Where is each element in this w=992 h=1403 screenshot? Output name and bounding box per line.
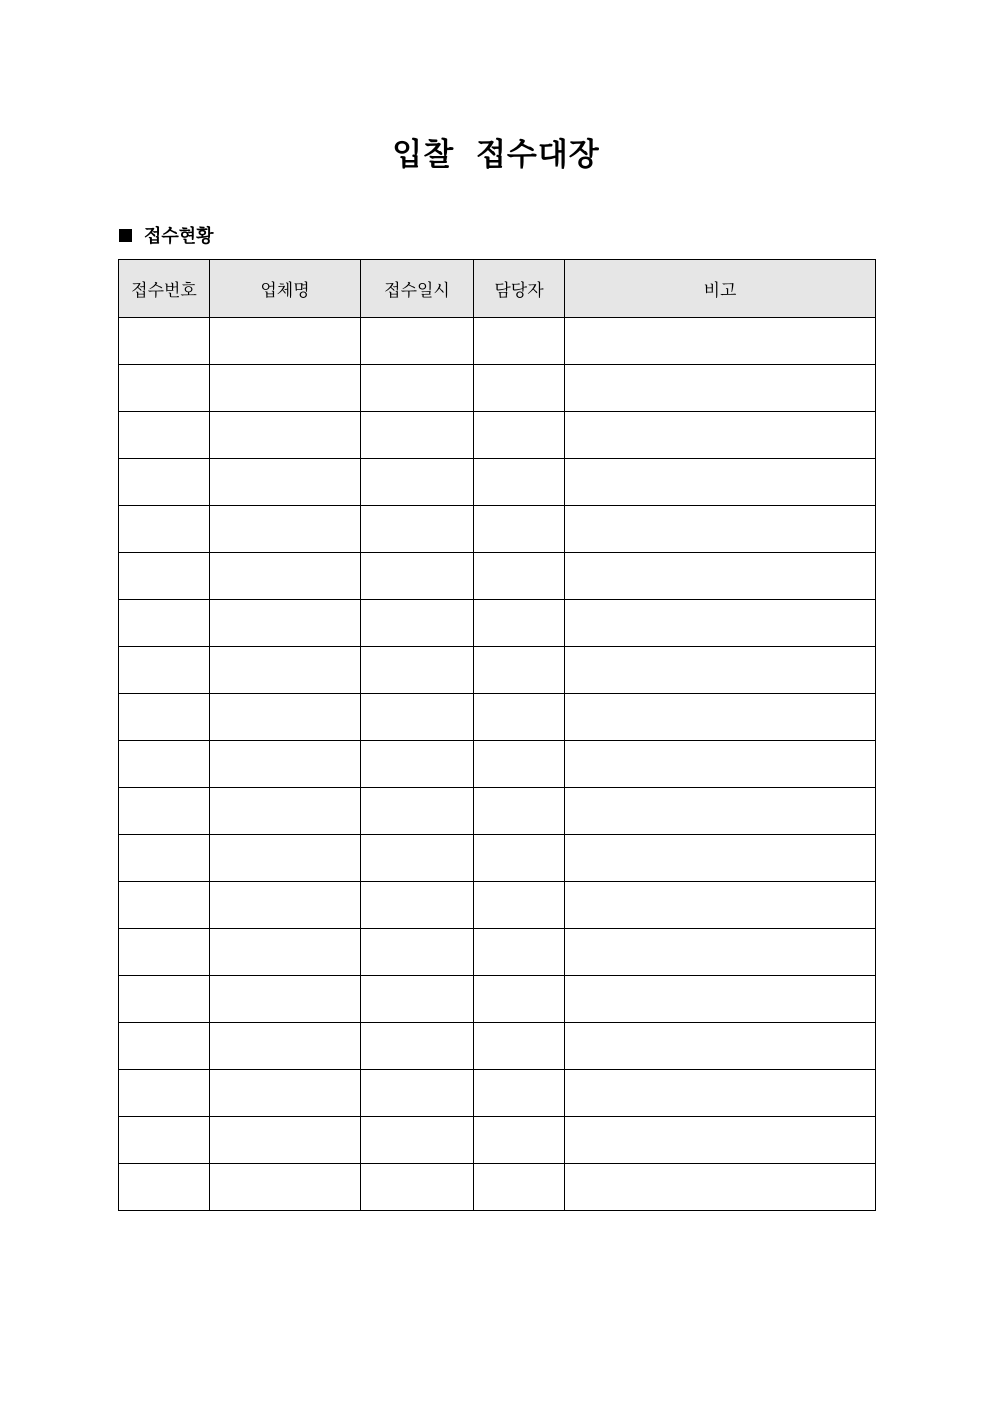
cell-receipt-number[interactable] (119, 365, 210, 412)
table-body (119, 318, 876, 1211)
cell-person-in-charge[interactable] (474, 1023, 565, 1070)
cell-receipt-datetime[interactable] (361, 365, 474, 412)
cell-receipt-number[interactable] (119, 506, 210, 553)
cell-person-in-charge[interactable] (474, 882, 565, 929)
cell-remarks[interactable] (565, 647, 876, 694)
cell-receipt-number[interactable] (119, 459, 210, 506)
cell-remarks[interactable] (565, 1070, 876, 1117)
page-title: 입찰 접수대장 (392, 137, 600, 173)
table-row (119, 1023, 876, 1070)
cell-person-in-charge[interactable] (474, 788, 565, 835)
cell-remarks[interactable] (565, 553, 876, 600)
cell-person-in-charge[interactable] (474, 1117, 565, 1164)
cell-company-name[interactable] (210, 365, 361, 412)
table-row (119, 365, 876, 412)
cell-person-in-charge[interactable] (474, 553, 565, 600)
cell-company-name[interactable] (210, 1117, 361, 1164)
cell-receipt-number[interactable] (119, 412, 210, 459)
cell-receipt-number[interactable] (119, 741, 210, 788)
cell-remarks[interactable] (565, 1164, 876, 1211)
cell-person-in-charge[interactable] (474, 976, 565, 1023)
cell-receipt-number[interactable] (119, 1070, 210, 1117)
cell-receipt-number[interactable] (119, 835, 210, 882)
cell-receipt-datetime[interactable] (361, 600, 474, 647)
cell-remarks[interactable] (565, 412, 876, 459)
table-row (119, 741, 876, 788)
table-row (119, 412, 876, 459)
cell-receipt-datetime[interactable] (361, 929, 474, 976)
cell-receipt-datetime[interactable] (361, 412, 474, 459)
cell-receipt-datetime[interactable] (361, 1117, 474, 1164)
cell-remarks[interactable] (565, 365, 876, 412)
cell-remarks[interactable] (565, 459, 876, 506)
cell-company-name[interactable] (210, 929, 361, 976)
column-header-company-name: 업체명 (210, 260, 361, 318)
cell-person-in-charge[interactable] (474, 647, 565, 694)
column-header-receipt-number: 접수번호 (119, 260, 210, 318)
cell-receipt-number[interactable] (119, 976, 210, 1023)
table-row (119, 788, 876, 835)
cell-receipt-number[interactable] (119, 788, 210, 835)
cell-person-in-charge[interactable] (474, 412, 565, 459)
cell-remarks[interactable] (565, 1117, 876, 1164)
square-bullet-icon (119, 229, 132, 242)
table-row (119, 929, 876, 976)
cell-receipt-number[interactable] (119, 929, 210, 976)
cell-receipt-datetime[interactable] (361, 506, 474, 553)
cell-person-in-charge[interactable] (474, 929, 565, 976)
cell-receipt-datetime[interactable] (361, 459, 474, 506)
cell-company-name[interactable] (210, 412, 361, 459)
section-heading (119, 221, 214, 249)
cell-remarks[interactable] (565, 600, 876, 647)
cell-company-name[interactable] (210, 553, 361, 600)
cell-receipt-number[interactable] (119, 882, 210, 929)
cell-remarks[interactable] (565, 835, 876, 882)
table-row (119, 318, 876, 365)
cell-company-name[interactable] (210, 506, 361, 553)
cell-company-name[interactable] (210, 647, 361, 694)
table-row (119, 1164, 876, 1211)
cell-receipt-number[interactable] (119, 1117, 210, 1164)
table-row (119, 882, 876, 929)
cell-receipt-datetime[interactable] (361, 788, 474, 835)
cell-company-name[interactable] (210, 694, 361, 741)
cell-remarks[interactable] (565, 506, 876, 553)
cell-remarks[interactable] (565, 882, 876, 929)
cell-person-in-charge[interactable] (474, 365, 565, 412)
table-row (119, 835, 876, 882)
cell-person-in-charge[interactable] (474, 1070, 565, 1117)
table-row (119, 647, 876, 694)
cell-receipt-datetime[interactable] (361, 741, 474, 788)
cell-remarks[interactable] (565, 929, 876, 976)
cell-person-in-charge[interactable] (474, 318, 565, 365)
cell-remarks[interactable] (565, 788, 876, 835)
cell-person-in-charge[interactable] (474, 600, 565, 647)
cell-receipt-datetime[interactable] (361, 1070, 474, 1117)
cell-company-name[interactable] (210, 459, 361, 506)
cell-receipt-datetime[interactable] (361, 976, 474, 1023)
cell-receipt-number[interactable] (119, 1164, 210, 1211)
column-header-person-in-charge: 담당자 (474, 260, 565, 318)
cell-person-in-charge[interactable] (474, 1164, 565, 1211)
cell-receipt-datetime[interactable] (361, 647, 474, 694)
cell-receipt-number[interactable] (119, 318, 210, 365)
cell-receipt-datetime[interactable] (361, 1023, 474, 1070)
cell-receipt-number[interactable] (119, 600, 210, 647)
cell-receipt-number[interactable] (119, 553, 210, 600)
table-row (119, 694, 876, 741)
table-row (119, 1117, 876, 1164)
cell-company-name[interactable] (210, 600, 361, 647)
cell-remarks[interactable] (565, 318, 876, 365)
cell-receipt-datetime[interactable] (361, 553, 474, 600)
cell-receipt-datetime[interactable] (361, 1164, 474, 1211)
table-header-row (119, 260, 876, 318)
table-row (119, 506, 876, 553)
section-heading-label: 접수현황 (144, 226, 214, 247)
cell-company-name[interactable] (210, 788, 361, 835)
column-header-receipt-datetime: 접수일시 (361, 260, 474, 318)
table-row (119, 1070, 876, 1117)
cell-company-name[interactable] (210, 882, 361, 929)
cell-remarks[interactable] (565, 694, 876, 741)
cell-person-in-charge[interactable] (474, 694, 565, 741)
cell-receipt-number[interactable] (119, 647, 210, 694)
cell-remarks[interactable] (565, 1023, 876, 1070)
cell-remarks[interactable] (565, 741, 876, 788)
cell-person-in-charge[interactable] (474, 459, 565, 506)
cell-company-name[interactable] (210, 1164, 361, 1211)
cell-receipt-datetime[interactable] (361, 318, 474, 365)
cell-company-name[interactable] (210, 976, 361, 1023)
cell-receipt-number[interactable] (119, 1023, 210, 1070)
cell-company-name[interactable] (210, 318, 361, 365)
cell-receipt-datetime[interactable] (361, 694, 474, 741)
cell-remarks[interactable] (565, 976, 876, 1023)
cell-company-name[interactable] (210, 741, 361, 788)
table-row (119, 976, 876, 1023)
cell-person-in-charge[interactable] (474, 506, 565, 553)
table-row (119, 459, 876, 506)
cell-company-name[interactable] (210, 835, 361, 882)
cell-receipt-datetime[interactable] (361, 835, 474, 882)
table-row (119, 600, 876, 647)
cell-person-in-charge[interactable] (474, 835, 565, 882)
cell-company-name[interactable] (210, 1023, 361, 1070)
cell-company-name[interactable] (210, 1070, 361, 1117)
receipt-register-table (118, 259, 876, 1211)
cell-person-in-charge[interactable] (474, 741, 565, 788)
cell-receipt-number[interactable] (119, 694, 210, 741)
table-row (119, 553, 876, 600)
cell-receipt-datetime[interactable] (361, 882, 474, 929)
column-header-remarks: 비고 (565, 260, 876, 318)
